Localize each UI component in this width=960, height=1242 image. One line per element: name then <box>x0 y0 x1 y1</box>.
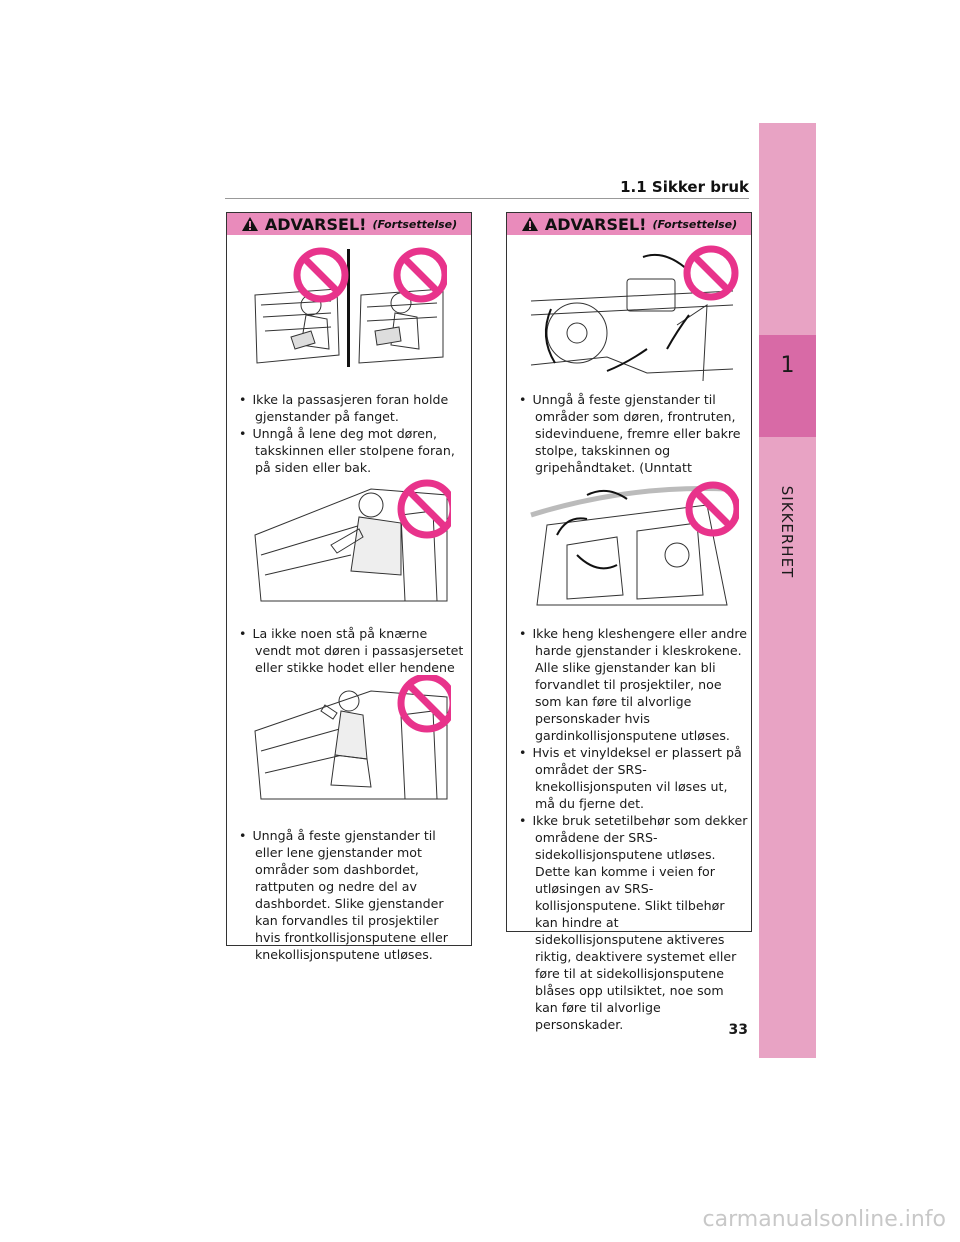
chapter-label: SIKKERHET <box>778 485 796 579</box>
warning-triangle-icon <box>521 216 539 232</box>
illustration-passenger-lap <box>251 245 447 373</box>
warning-banner <box>507 213 751 235</box>
bullet-list-5 <box>511 625 749 1033</box>
list-item: • Unngå å feste gjenstander til områder som døren, frontruten, sidevinduene, fremre eller bakre stolpe, takskinnen og gripehåndtaket. (Unntatt <box>511 391 747 493</box>
bullet-list-3 <box>231 827 467 963</box>
chapter-number-box <box>759 335 816 437</box>
list-item: • Ikke heng kleshengere eller andre harde gjenstander i kleskrokene. Alle slike gjenstander kan bli forvandlet til prosjektiler, noe som kan føre til alvorlige personskader hvis gardinkollisjonsputene utløses. <box>511 625 749 744</box>
banner-continued: (Fortsettelse) <box>372 217 458 231</box>
warning-banner <box>227 213 471 235</box>
bullet-list-1 <box>231 391 463 476</box>
list-item: • Ikke bruk setetilbehør som dekker områdene der SRS-sidekollisjonsputene utløses. Dette kan komme i veien for utløsingen av SRS-kollisjonsputene. Slikt tilbehør kan hindre at sidekollisjonsputene aktiveres riktig, deaktivere systemet eller føre til at sidekollisjonsputene blåses opp utilsiktet, noe som kan føre til alvorlige personskader. <box>511 812 749 1033</box>
list-item: • Ikke la passasjeren foran holde gjenstander på fanget. <box>231 391 463 425</box>
header-divider <box>225 198 749 199</box>
list-item: • La ikke noen stå på knærne vendt mot døren i passasjersetet eller stikke hodet eller hendene <box>231 625 467 693</box>
banner-warning-word: ADVARSEL! <box>264 214 367 234</box>
illustration-dashboard <box>527 245 739 381</box>
illustration-interior-hooks <box>527 475 739 607</box>
chapter-number: 1 <box>780 353 795 378</box>
list-item: • Unngå å lene deg mot døren, takskinnen eller stolpene foran, på siden eller bak. <box>231 425 463 476</box>
chapter-tab <box>759 123 816 1058</box>
warning-panel-left <box>226 212 472 962</box>
banner-warning-word: ADVARSEL! <box>544 214 647 234</box>
list-item: • Hvis et vinyldeksel er plassert på området der SRS-knekollisjonsputen vil løses ut, må du fjerne det. <box>511 744 749 812</box>
section-title: 1.1 Sikker bruk <box>620 178 749 196</box>
watermark: carmanualsonline.info <box>702 1207 946 1232</box>
warning-triangle-icon <box>241 216 259 232</box>
list-item: • Unngå å feste gjenstander til eller lene gjenstander mot områder som dashbordet, rattputen og nedre del av dashbordet. Slike gjenstander kan forvandles til prosjektiler hvis frontkollisjonsputene eller knekollisjonsputene utløses. <box>231 827 467 963</box>
banner-continued: (Fortsettelse) <box>652 217 738 231</box>
page-number: 33 <box>728 1022 748 1038</box>
illustration-kneeling-seat <box>251 675 451 803</box>
illustration-leaning-door <box>251 475 451 605</box>
